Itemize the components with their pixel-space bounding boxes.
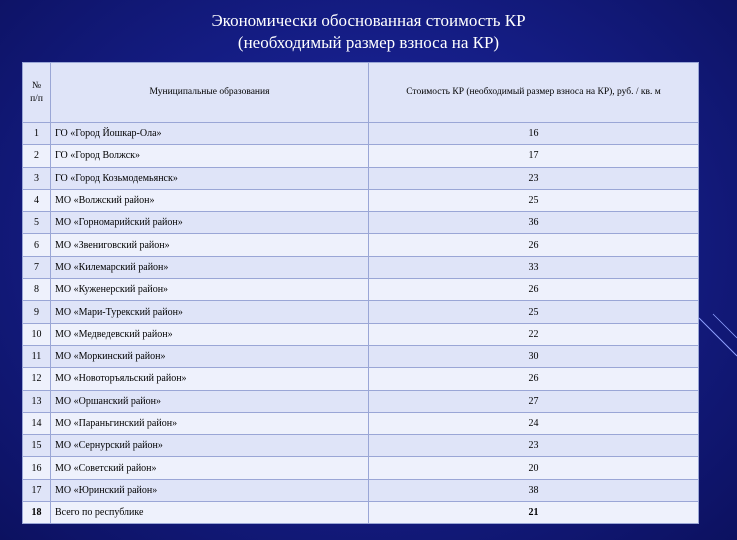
row-municipality: Всего по республике (51, 502, 369, 524)
row-cost: 27 (369, 390, 699, 412)
title-line-1: Экономически обоснованная стоимость КР (211, 11, 526, 30)
row-cost: 23 (369, 435, 699, 457)
table-row (23, 368, 699, 390)
row-cost: 20 (369, 457, 699, 479)
row-num: 12 (23, 368, 51, 390)
row-municipality: МО «Звениговский район» (51, 234, 369, 256)
row-municipality: МО «Горномарийский район» (51, 212, 369, 234)
decorative-lines (697, 300, 737, 360)
row-cost: 25 (369, 301, 699, 323)
row-municipality: МО «Моркинский район» (51, 345, 369, 367)
header-cost: Стоимость КР (необходимый размер взноса на КР), руб. / кв. м (369, 63, 699, 123)
cost-table (22, 62, 699, 524)
header-municipality: Муниципальные образования (51, 63, 369, 123)
row-num: 15 (23, 435, 51, 457)
table-row (23, 212, 699, 234)
table-row (23, 502, 699, 524)
row-municipality: ГО «Город Волжск» (51, 145, 369, 167)
row-num: 13 (23, 390, 51, 412)
row-cost: 26 (369, 279, 699, 301)
row-municipality: МО «Юринский район» (51, 479, 369, 501)
row-cost: 30 (369, 345, 699, 367)
row-municipality: ГО «Город Козьмодемьянск» (51, 167, 369, 189)
row-cost: 16 (369, 123, 699, 145)
row-num: 16 (23, 457, 51, 479)
table-row (23, 390, 699, 412)
row-num: 11 (23, 345, 51, 367)
table-row (23, 457, 699, 479)
table-row (23, 323, 699, 345)
row-num: 10 (23, 323, 51, 345)
row-cost: 23 (369, 167, 699, 189)
row-municipality: МО «Параньгинский район» (51, 412, 369, 434)
row-cost: 26 (369, 234, 699, 256)
row-municipality: МО «Волжский район» (51, 189, 369, 211)
table-row (23, 279, 699, 301)
row-num: 6 (23, 234, 51, 256)
row-municipality: МО «Сернурский район» (51, 435, 369, 457)
row-num: 14 (23, 412, 51, 434)
row-municipality: МО «Куженерский район» (51, 279, 369, 301)
table-row (23, 189, 699, 211)
header-num: № п/п (23, 63, 51, 123)
table-row (23, 256, 699, 278)
title-line-2: (необходимый размер взноса на КР) (237, 33, 500, 52)
row-num: 9 (23, 301, 51, 323)
table-row (23, 435, 699, 457)
row-num: 3 (23, 167, 51, 189)
table-row (23, 479, 699, 501)
row-municipality: ГО «Город Йошкар-Ола» (51, 123, 369, 145)
table-header-row (23, 63, 699, 123)
row-cost: 25 (369, 189, 699, 211)
row-municipality: МО «Оршанский район» (51, 390, 369, 412)
row-num: 18 (23, 502, 51, 524)
page-title (0, 10, 737, 54)
row-municipality: МО «Советский район» (51, 457, 369, 479)
row-cost: 38 (369, 479, 699, 501)
row-municipality: МО «Медведевский район» (51, 323, 369, 345)
row-num: 5 (23, 212, 51, 234)
row-cost: 26 (369, 368, 699, 390)
row-cost: 22 (369, 323, 699, 345)
table-row (23, 345, 699, 367)
table-row (23, 145, 699, 167)
table-row (23, 234, 699, 256)
table-row (23, 123, 699, 145)
table-row (23, 301, 699, 323)
row-num: 17 (23, 479, 51, 501)
row-cost: 17 (369, 145, 699, 167)
row-cost: 33 (369, 256, 699, 278)
row-cost: 21 (369, 502, 699, 524)
row-cost: 24 (369, 412, 699, 434)
row-num: 1 (23, 123, 51, 145)
row-num: 7 (23, 256, 51, 278)
row-cost: 36 (369, 212, 699, 234)
row-municipality: МО «Килемарский район» (51, 256, 369, 278)
row-municipality: МО «Новоторъяльский район» (51, 368, 369, 390)
table-body (23, 123, 699, 524)
table-row (23, 412, 699, 434)
row-num: 8 (23, 279, 51, 301)
table-row (23, 167, 699, 189)
row-municipality: МО «Мари-Турекский район» (51, 301, 369, 323)
row-num: 4 (23, 189, 51, 211)
row-num: 2 (23, 145, 51, 167)
